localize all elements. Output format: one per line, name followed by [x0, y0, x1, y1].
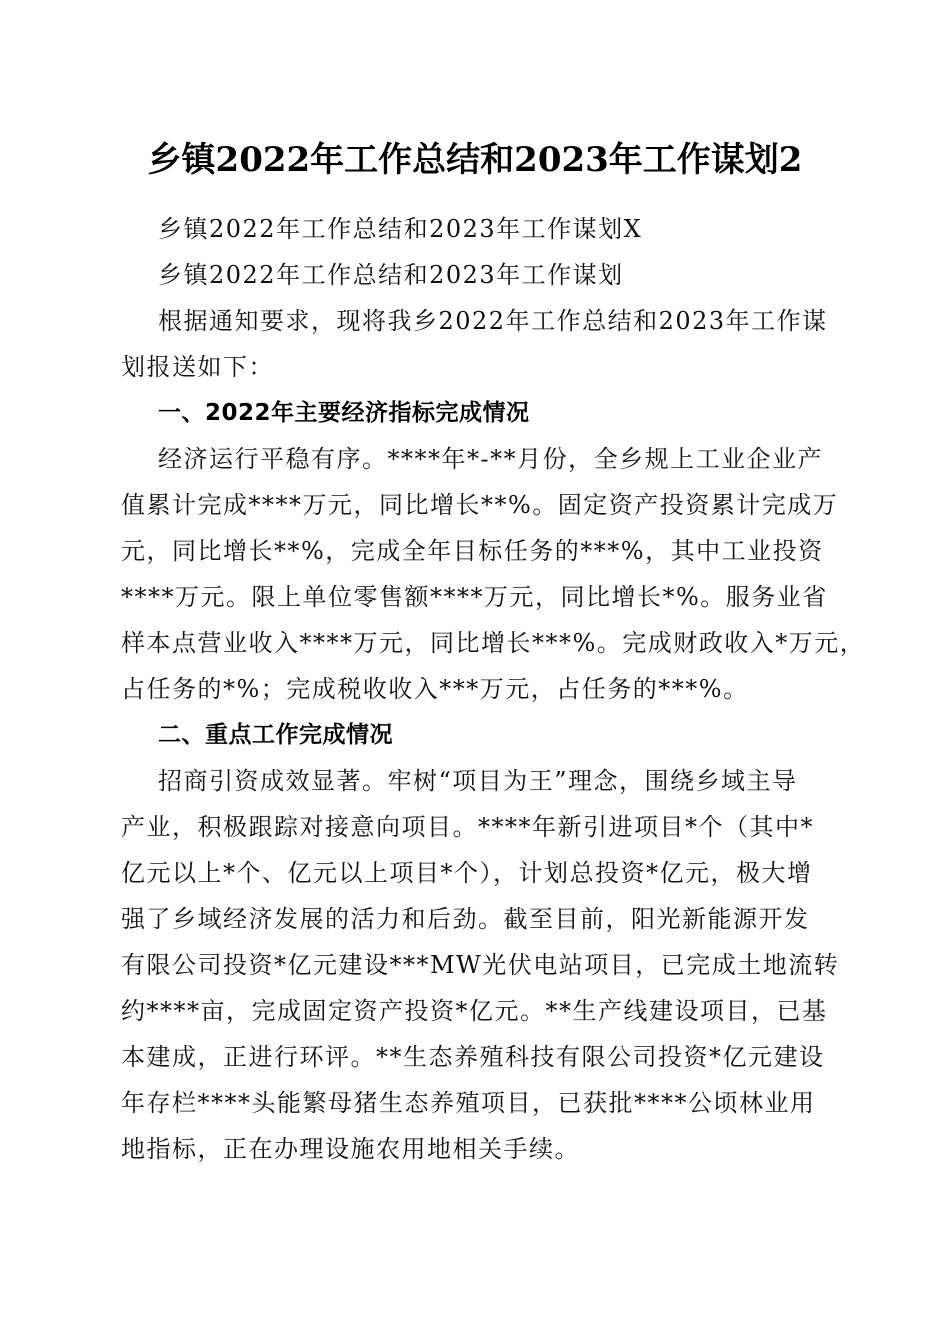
document-body	[121, 206, 866, 1172]
text-line: 根据通知要求，现将我乡2022年工作总结和2023年工作谋	[158, 307, 828, 335]
text-line: 年存栏****头能繁母猪生态养殖项目，已获批****公顷林业用	[121, 1089, 816, 1117]
text-line: 有限公司投资*亿元建设***MW光伏电站项目，已完成土地流转	[121, 951, 840, 979]
text-line: ****万元。限上单位零售额****万元，同比增长*%。服务业省	[121, 583, 828, 611]
text-line: 产业，积极跟踪对接意向项目。****年新引进项目*个（其中*	[121, 813, 814, 841]
text-line: 一、2022年主要经济指标完成情况	[158, 400, 530, 426]
section-heading	[121, 712, 833, 758]
text-line: 占任务的*%；完成税收收入***万元，占任务的***%。	[121, 675, 749, 703]
text-line: 本建成，正进行环评。**生态养殖科技有限公司投资*亿元建设	[121, 1043, 825, 1071]
text-line: 值累计完成****万元，同比增长**%。固定资产投资累计完成万	[121, 491, 839, 519]
text-line: 地指标，正在办理设施农用地相关手续。	[121, 1135, 580, 1163]
paragraph	[121, 252, 833, 298]
text-line: 亿元以上*个、亿元以上项目*个），计划总投资*亿元，极大增	[121, 859, 813, 887]
text-line: 乡镇2022年工作总结和2023年工作谋划X	[158, 215, 643, 243]
text-line: 约****亩，完成固定资产投资*亿元。**生产线建设项目，已基	[121, 997, 828, 1025]
section-heading	[121, 390, 833, 436]
text-line: 乡镇2022年工作总结和2023年工作谋划	[158, 261, 624, 289]
text-line: 划报送如下：	[121, 353, 274, 381]
paragraph	[121, 206, 833, 252]
paragraph	[121, 436, 866, 712]
text-line: 经济运行平稳有序。****年*-**月份，全乡规上工业企业产	[158, 445, 824, 473]
document-title: 乡镇2022年工作总结和2023年工作谋划2	[147, 140, 803, 180]
paragraph	[121, 758, 840, 1172]
text-line: 招商引资成效显著。牢树“项目为王”理念，围绕乡域主导	[158, 767, 798, 795]
text-line: 二、重点工作完成情况	[158, 722, 393, 748]
text-line: 元，同比增长**%，完成全年目标任务的***%，其中工业投资	[121, 537, 824, 565]
text-line: 样本点营业收入****万元，同比增长***%。完成财政收入*万元，	[121, 629, 866, 657]
paragraph	[121, 298, 833, 390]
text-line: 强了乡域经济发展的活力和后劲。截至目前，阳光新能源开发	[121, 905, 810, 933]
